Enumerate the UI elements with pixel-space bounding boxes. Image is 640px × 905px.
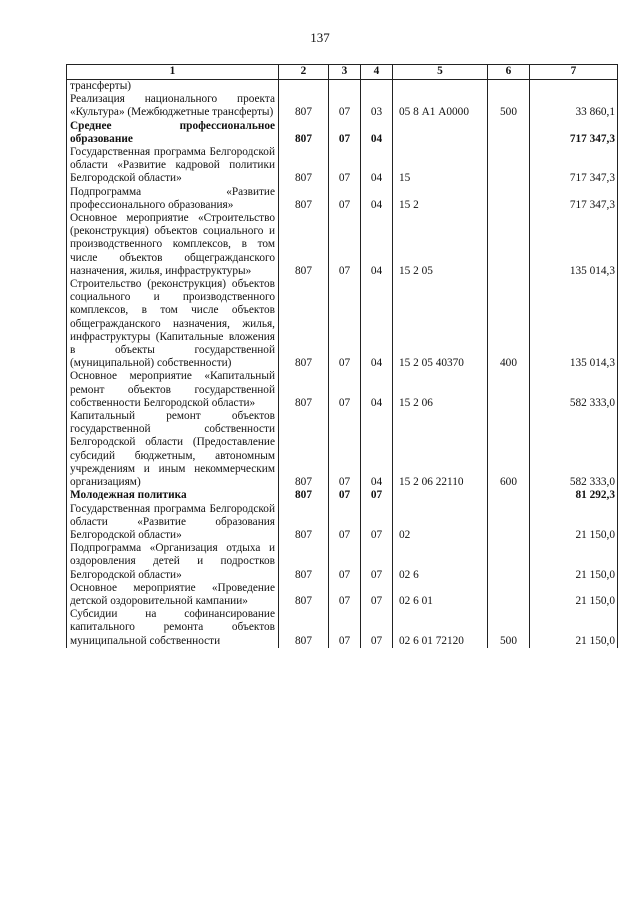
row-subsection: 07 <box>361 608 393 648</box>
row-target-code: 15 2 06 22110 <box>393 410 488 489</box>
table-header-row <box>67 65 618 80</box>
row-section: 07 <box>329 608 361 648</box>
row-target-code: 15 2 05 40370 <box>393 278 488 370</box>
column-header: 4 <box>361 65 393 80</box>
column-header: 7 <box>530 65 618 80</box>
row-name: Подпрограмма «Организация отдыха и оздоровления детей и подростков Белгородской области» <box>67 542 279 582</box>
table-row <box>67 93 618 119</box>
row-ministry: 807 <box>279 370 329 410</box>
row-expense-type <box>488 542 530 582</box>
row-target-code <box>393 120 488 146</box>
row-amount: 717 347,3 <box>530 120 618 146</box>
row-expense-type <box>488 503 530 543</box>
row-subsection: 07 <box>361 542 393 582</box>
row-target-code: 15 2 05 <box>393 212 488 278</box>
column-header: 1 <box>67 65 279 80</box>
row-subsection: 03 <box>361 93 393 119</box>
table-row <box>67 120 618 146</box>
table-row <box>67 186 618 212</box>
table-row <box>67 370 618 410</box>
row-amount <box>530 80 618 94</box>
row-expense-type <box>488 146 530 186</box>
table-row <box>67 278 618 370</box>
row-target-code: 02 6 01 <box>393 582 488 608</box>
row-ministry: 807 <box>279 278 329 370</box>
budget-table <box>66 64 618 648</box>
row-section: 07 <box>329 212 361 278</box>
row-section: 07 <box>329 146 361 186</box>
row-subsection: 04 <box>361 120 393 146</box>
row-section: 07 <box>329 410 361 489</box>
row-expense-type <box>488 370 530 410</box>
row-subsection <box>361 80 393 94</box>
row-section <box>329 80 361 94</box>
row-target-code: 02 6 <box>393 542 488 582</box>
row-section: 07 <box>329 489 361 502</box>
column-header: 2 <box>279 65 329 80</box>
row-amount: 81 292,3 <box>530 489 618 502</box>
row-ministry: 807 <box>279 542 329 582</box>
row-ministry: 807 <box>279 503 329 543</box>
row-expense-type <box>488 489 530 502</box>
row-name: Реализация национального проекта «Культура» (Межбюджетные трансферты) <box>67 93 279 119</box>
row-target-code: 15 <box>393 146 488 186</box>
row-amount: 21 150,0 <box>530 503 618 543</box>
row-ministry: 807 <box>279 146 329 186</box>
row-target-code: 02 <box>393 503 488 543</box>
table-row <box>67 489 618 502</box>
row-section: 07 <box>329 542 361 582</box>
row-ministry: 807 <box>279 582 329 608</box>
row-subsection: 04 <box>361 146 393 186</box>
row-target-code: 15 2 <box>393 186 488 212</box>
row-expense-type: 400 <box>488 278 530 370</box>
row-expense-type <box>488 212 530 278</box>
row-amount: 582 333,0 <box>530 370 618 410</box>
row-expense-type <box>488 120 530 146</box>
table-body <box>67 80 618 648</box>
table-row <box>67 503 618 543</box>
row-amount: 135 014,3 <box>530 212 618 278</box>
row-subsection: 04 <box>361 370 393 410</box>
row-amount: 21 150,0 <box>530 542 618 582</box>
table-row <box>67 146 618 186</box>
row-expense-type <box>488 582 530 608</box>
table-row <box>67 80 618 94</box>
row-amount: 717 347,3 <box>530 186 618 212</box>
row-target-code: 05 8 А1 А0000 <box>393 93 488 119</box>
row-ministry: 807 <box>279 120 329 146</box>
row-section: 07 <box>329 278 361 370</box>
row-ministry <box>279 80 329 94</box>
row-amount: 135 014,3 <box>530 278 618 370</box>
row-section: 07 <box>329 186 361 212</box>
table-row <box>67 582 618 608</box>
row-section: 07 <box>329 582 361 608</box>
row-expense-type: 500 <box>488 608 530 648</box>
row-name: Государственная программа Белгородской области «Развитие кадровой политики Белгородской области» <box>67 146 279 186</box>
row-ministry: 807 <box>279 186 329 212</box>
row-ministry: 807 <box>279 608 329 648</box>
row-subsection: 07 <box>361 582 393 608</box>
row-subsection: 04 <box>361 212 393 278</box>
page-number: 137 <box>310 30 330 45</box>
table-row <box>67 212 618 278</box>
row-name: трансферты) <box>67 80 279 94</box>
row-ministry: 807 <box>279 410 329 489</box>
row-expense-type: 600 <box>488 410 530 489</box>
row-subsection: 04 <box>361 278 393 370</box>
table-row <box>67 608 618 648</box>
row-amount: 717 347,3 <box>530 146 618 186</box>
row-subsection: 07 <box>361 489 393 502</box>
row-amount: 21 150,0 <box>530 608 618 648</box>
row-target-code: 02 6 01 72120 <box>393 608 488 648</box>
row-name: Строительство (реконструкция) объектов социального и производственного комплексов, в том числе объектов общегражданского назначения, жилья, инфраструктуры (Капитальные вложения в объекты государственной (муниципальной) собственности) <box>67 278 279 370</box>
row-target-code: 15 2 06 <box>393 370 488 410</box>
row-target-code <box>393 489 488 502</box>
table-row <box>67 410 618 489</box>
row-ministry: 807 <box>279 93 329 119</box>
row-name: Капитальный ремонт объектов государственной собственности Белгородской области (Предоставление субсидий бюджетным, автономным учреждениям и иным некоммерческим организациям) <box>67 410 279 489</box>
row-section: 07 <box>329 503 361 543</box>
table-row <box>67 542 618 582</box>
row-section: 07 <box>329 93 361 119</box>
row-amount: 582 333,0 <box>530 410 618 489</box>
row-subsection: 07 <box>361 503 393 543</box>
row-name: Основное мероприятие «Проведение детской оздоровительной кампании» <box>67 582 279 608</box>
row-expense-type: 500 <box>488 93 530 119</box>
row-expense-type <box>488 80 530 94</box>
row-subsection: 04 <box>361 410 393 489</box>
column-header: 5 <box>393 65 488 80</box>
row-name: Основное мероприятие «Строительство (реконструкция) объектов социального и производственного комплексов, в том числе объектов общегражданского назначения, жилья, инфраструктуры» <box>67 212 279 278</box>
row-amount: 21 150,0 <box>530 582 618 608</box>
row-name: Молодежная политика <box>67 489 279 502</box>
row-name: Государственная программа Белгородской области «Развитие образования Белгородской области» <box>67 503 279 543</box>
row-section: 07 <box>329 120 361 146</box>
column-header: 6 <box>488 65 530 80</box>
row-name: Субсидии на софинансирование капитального ремонта объектов муниципальной собственности <box>67 608 279 648</box>
row-ministry: 807 <box>279 212 329 278</box>
row-name: Среднее профессиональное образование <box>67 120 279 146</box>
row-amount: 33 860,1 <box>530 93 618 119</box>
row-ministry: 807 <box>279 489 329 502</box>
row-name: Подпрограмма «Развитие профессионального образования» <box>67 186 279 212</box>
column-header: 3 <box>329 65 361 80</box>
row-name: Основное мероприятие «Капитальный ремонт объектов государственной собственности Белгородской области» <box>67 370 279 410</box>
row-subsection: 04 <box>361 186 393 212</box>
row-section: 07 <box>329 370 361 410</box>
row-expense-type <box>488 186 530 212</box>
row-target-code <box>393 80 488 94</box>
